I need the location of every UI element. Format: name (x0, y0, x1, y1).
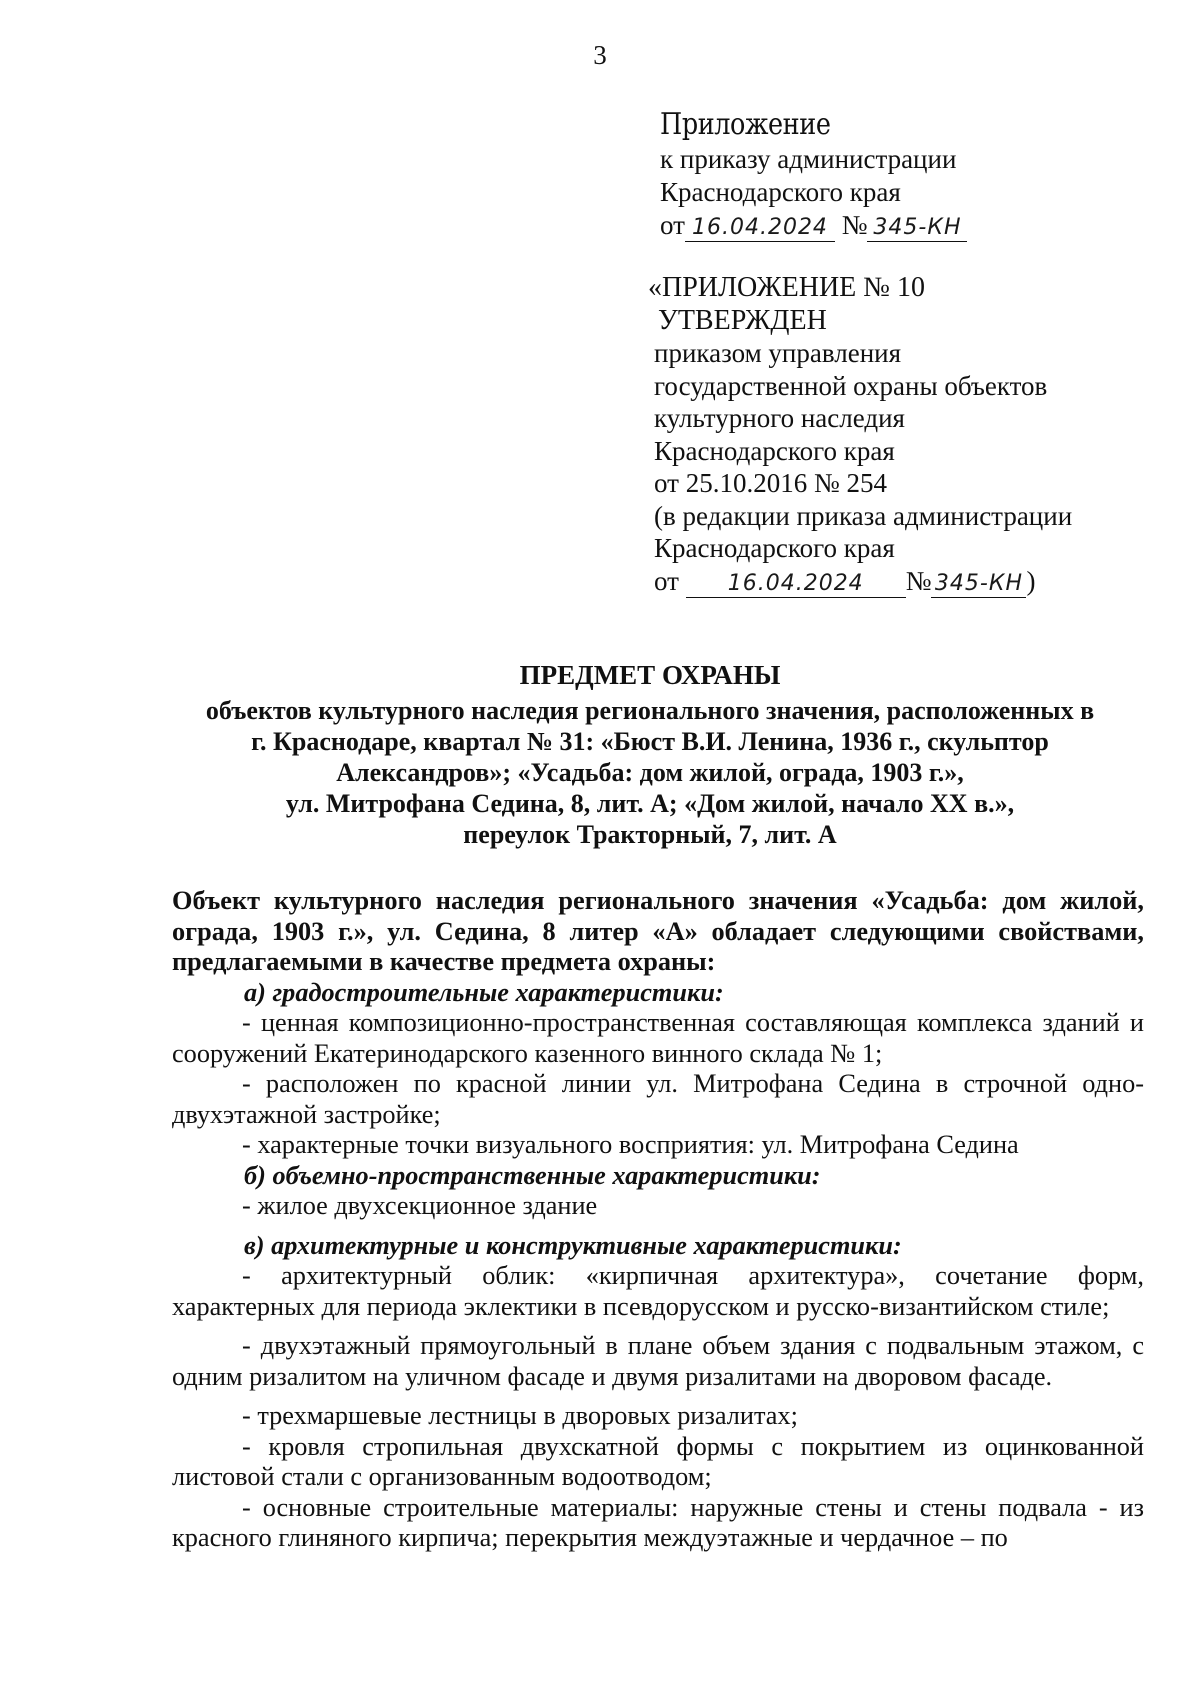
appendix-line-2: Краснодарского края (660, 177, 901, 207)
appendix10-date-handwritten: 16.04.2024 (686, 571, 906, 598)
section-c-item-1: - архитектурный облик: «кирпичная архитектура», сочетание форм, характерных для периода эклектики в псевдорусском и русско-византийском стиле; (172, 1261, 1144, 1321)
section-a-heading: а) градостроительные характеристики: (244, 977, 724, 1007)
section-b-heading: б) объемно-пространственные характеристики: (244, 1160, 821, 1190)
appendix10-date-prefix: от (654, 565, 679, 596)
appendix10-line-7: Краснодарского края (654, 533, 895, 563)
section-c-item-2: - двухэтажный прямоугольный в плане объем здания с подвальным этажом, с одним ризалитом на уличном фасаде и двумя ризалитами на дворовом фасаде. (172, 1331, 1144, 1391)
section-a-item-2: - расположен по красной линии ул. Митрофана Седина в строчной одно-двухэтажной застройке; (172, 1069, 1144, 1129)
section-a-item-1: - ценная композиционно-пространственная составляющая комплекса зданий и сооружений Екатеринодарского казенного винного склада № 1; (172, 1008, 1144, 1068)
appendix-title: Приложение (660, 107, 831, 142)
section-a-item-3: - характерные точки визуального восприятия: ул. Митрофана Седина (242, 1130, 1019, 1159)
appendix-date-line (660, 209, 1160, 242)
document-body (172, 886, 1144, 1554)
appendix10-line-1: приказом управления (654, 338, 902, 368)
appendix10-date-line (654, 565, 1168, 598)
appendix10-line-2: государственной охраны объектов (654, 370, 1048, 401)
heading-line-4: ул. Митрофана Седина, 8, лит. А; «Дом жилой, начало XX в.», (285, 789, 1015, 818)
appendix-date-prefix: от (660, 210, 685, 240)
section-c-item-4: - кровля стропильная двухскатной формы с покрытием из оцинкованной листовой стали с организованным водоотводом; (172, 1431, 1144, 1491)
appendix10-line-4: Краснодарского края (654, 435, 895, 466)
appendix-block (660, 108, 1160, 242)
appendix-num-prefix: № (841, 210, 868, 240)
approved-label: УТВЕРЖДЕН (658, 304, 827, 336)
page-number: 3 (593, 40, 607, 70)
intro-paragraph: Объект культурного наследия регионального значения «Усадьба: дом жилой, ограда, 1903 г.», ул. Седина, 8 литер «А» обладает следующими свойствами, предлагаемыми в качестве предмета охраны: (172, 886, 1144, 976)
heading-line-3: Александров»; «Усадьба: дом жилой, ограда, 1903 г.», (336, 758, 964, 787)
appendix10-block (648, 272, 1168, 598)
appendix10-line-6: (в редакции приказа администрации (654, 500, 1073, 531)
appendix-line-1: к приказу администрации (660, 144, 957, 174)
section-c-item-3: - трехмаршевые лестницы в дворовых ризалитах; (242, 1401, 798, 1430)
heading-line-1: объектов культурного наследия регионального значения, расположенных в (205, 696, 1095, 725)
appendix-num-handwritten: 345-КН (867, 215, 967, 242)
appendix10-heading: «ПРИЛОЖЕНИЕ № 10 (648, 272, 925, 303)
heading-line-2: г. Краснодаре, квартал № 31: «Бюст В.И. Ленина, 1936 г., скульптор (251, 727, 1049, 756)
appendix10-line-5: от 25.10.2016 № 254 (654, 468, 887, 498)
appendix10-num-prefix: № (905, 565, 932, 596)
section-c-heading: в) архитектурные и конструктивные характеристики: (244, 1230, 902, 1260)
appendix10-close-paren: ) (1026, 565, 1036, 596)
heading-title: ПРЕДМЕТ ОХРАНЫ (519, 660, 781, 690)
section-c-item-5: - основные строительные материалы: наружные стены и стены подвала - из красного глиняного кирпича; перекрытия междуэтажные и чердачное – по (172, 1492, 1144, 1552)
document-heading (160, 660, 1140, 850)
appendix10-num-handwritten: 345-КН (931, 571, 1026, 598)
appendix-date-handwritten: 16.04.2024 (685, 215, 835, 242)
section-b-item-1: - жилое двухсекционное здание (242, 1191, 598, 1220)
heading-line-5: переулок Тракторный, 7, лит. А (463, 820, 837, 849)
appendix10-line-3: культурного наследия (654, 403, 905, 433)
